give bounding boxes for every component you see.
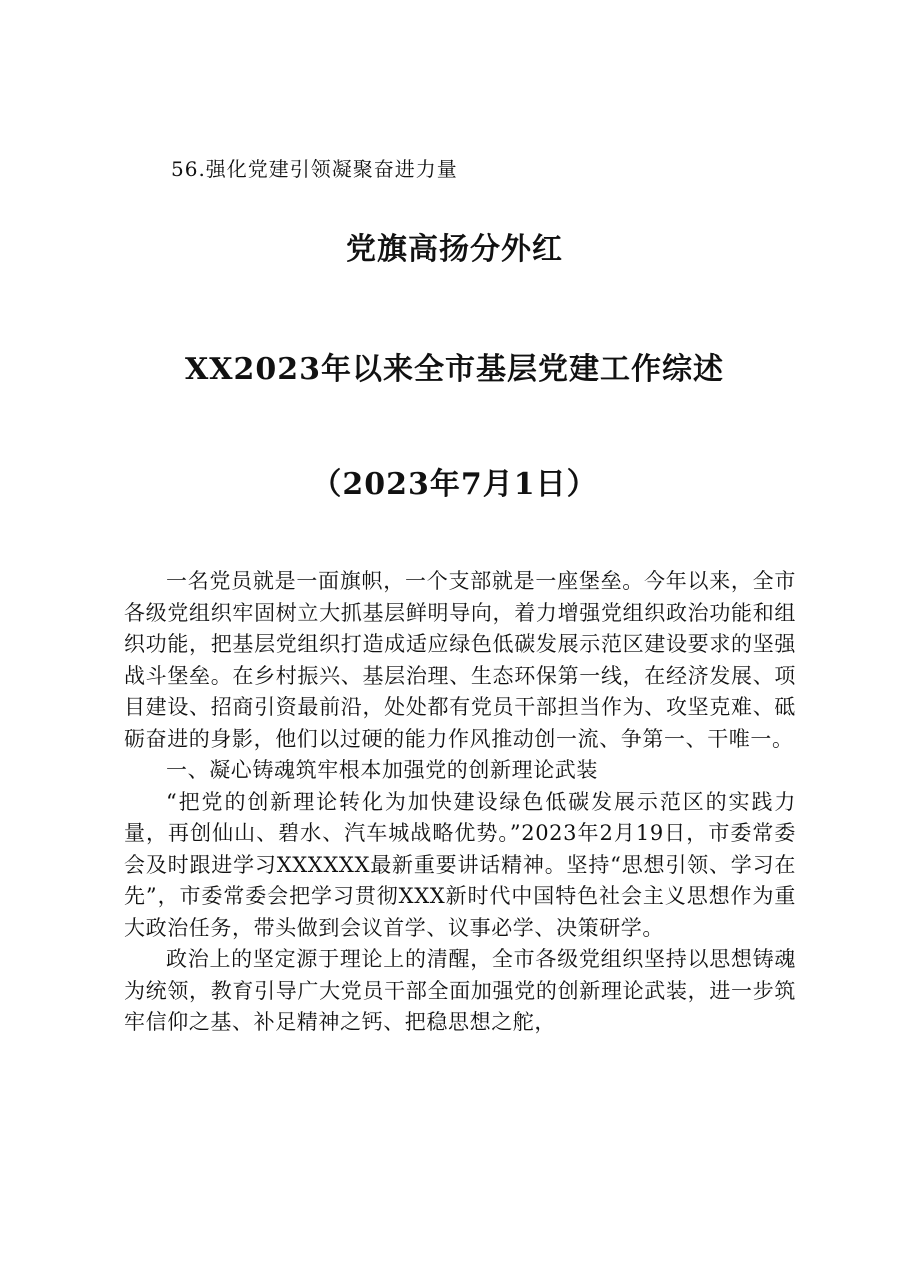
document-title: 党旗高扬分外红 (346, 232, 563, 267)
document-body (124, 566, 796, 1039)
document-number-heading: 56.强化党建引领凝聚奋进力量 (171, 157, 458, 181)
body-paragraph: 一名党员就是一面旗帜，一个支部就是一座堡垒。今年以来，全市各级党组织牢固树立大抓基层鲜明导向，着力增强党组织政治功能和组织功能，把基层党组织打造成适应绿色低碳发展示范区建设要求的坚强战斗堡垒。在乡村振兴、基层治理、生态环保第一线，在经济发展、项目建设、招商引资最前沿，处处都有党员干部担当作为、攻坚克难、砥砺奋进的身影，他们以过硬的能力作风推动创一流、争第一、干唯一。 (124, 569, 796, 751)
document-subtitle: XX2023年以来全市基层党建工作综述 (184, 352, 725, 387)
section-heading: 一、凝心铸魂筑牢根本加强党的创新理论武装 (166, 758, 598, 782)
document-date: （2023年7月1日） (311, 467, 598, 502)
body-paragraph: 政治上的坚定源于理论上的清醒，全市各级党组织坚持以思想铸魂为统领，教育引导广大党员干部全面加强党的创新理论武装，进一步筑牢信仰之基、补足精神之钙、把稳思想之舵， (124, 947, 796, 1034)
body-paragraph: “把党的创新理论转化为加快建设绿色低碳发展示范区的实践力量，再创仙山、碧水、汽车城战略优势。”2023年2月19日，市委常委会及时跟进学习XXXXXX最新重要讲话精神。坚持“思想引领、学习在先”，市委常委会把学习贯彻XXX新时代中国特色社会主义思想作为重大政治任务，带头做到会议首学、议事必学、决策研学。 (124, 789, 796, 940)
